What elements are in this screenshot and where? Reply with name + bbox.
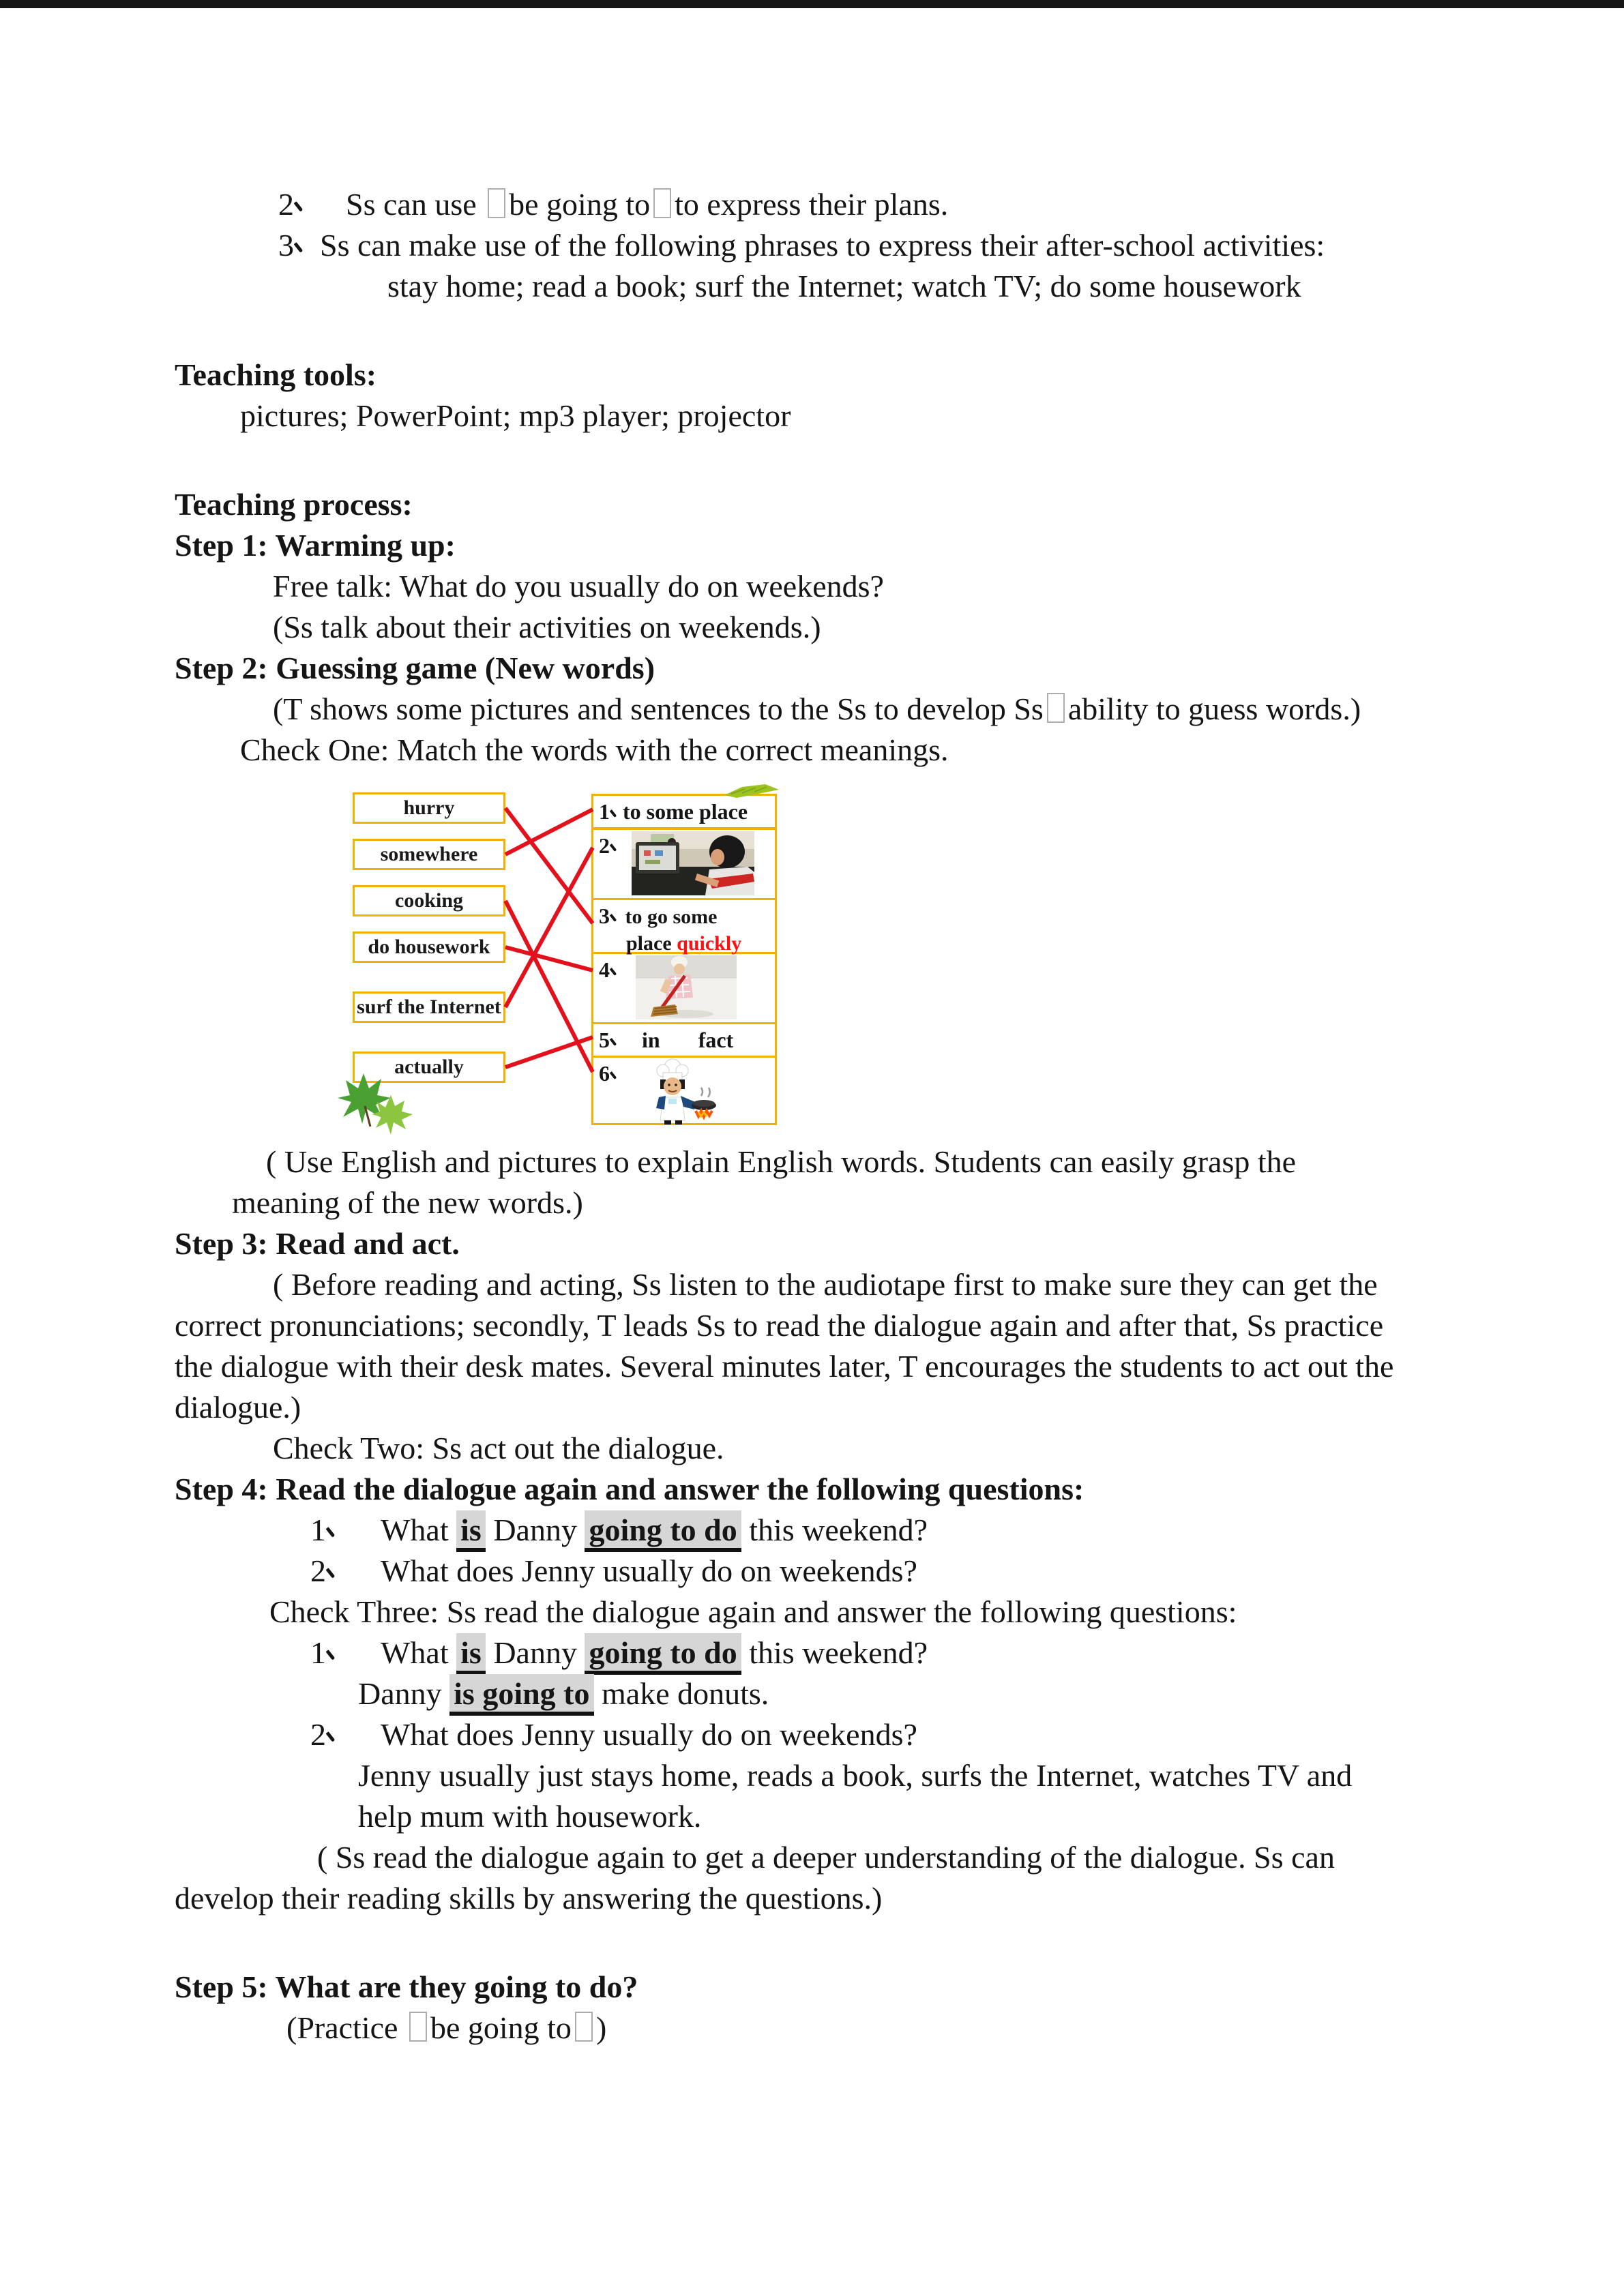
list-number: 3	[278, 228, 294, 263]
list-number: 2	[278, 187, 294, 222]
step3-para-line3: the dialogue with their desk mates. Several minutes later, T encourages the students to act out the	[175, 1349, 1394, 1384]
objective-item-3: 3 Ss can make use of the following phrases to express their after-school activities:	[278, 228, 1325, 263]
missing-glyph-box	[1047, 693, 1065, 723]
step3-para-line1: ( Before reading and acting, Ss listen to the audiotape first to make sure they can get the	[273, 1267, 1378, 1302]
meaning-row-1: 1 to some place	[593, 796, 775, 830]
maple-leaves-icon	[338, 1072, 414, 1135]
check-one-line: Check One: Match the words with the correct meanings.	[240, 732, 949, 767]
step4-note-line2: develop their reading skills by answering the questions.)	[175, 1881, 883, 1915]
step1-free-talk: Free talk: What do you usually do on weekends?	[273, 569, 884, 603]
step5-practice-line: (Practice be going to )	[286, 2010, 607, 2045]
step3-para-line2: correct pronunciations; secondly, T leads Ss to read the dialogue again and after that, Ss practice	[175, 1308, 1384, 1343]
question-2: 2 What does Jenny usually do on weekends?	[310, 1553, 917, 1588]
ideographic-comma-mark	[294, 190, 308, 218]
check-three-line: Check Three: Ss read the dialogue again and answer the following questions:	[269, 1594, 1237, 1629]
ideographic-comma-mark	[326, 1557, 340, 1584]
answer-2-line2: help mum with housework.	[358, 1799, 702, 1834]
step1-heading: Step 1: Warming up:	[175, 528, 456, 563]
ideographic-comma-mark	[610, 959, 620, 979]
word-box-cooking: cooking	[353, 885, 505, 916]
post-matching-note-line1: ( Use English and pictures to explain English words. Students can easily grasp the	[266, 1144, 1297, 1179]
word-box-hurry: hurry	[353, 792, 505, 824]
missing-glyph-box	[575, 2012, 593, 2042]
list-number: 2	[310, 1717, 326, 1752]
girl-using-computer-photo	[632, 831, 754, 895]
step4-heading: Step 4: Read the dialogue again and answer the following questions:	[175, 1472, 1084, 1506]
meanings-panel	[591, 794, 777, 1125]
teaching-process-heading: Teaching process:	[175, 487, 413, 522]
objective-item-2: 2 Ss can use be going to to express their plans.	[278, 187, 949, 222]
list-number: 1	[310, 1635, 326, 1670]
answer-2-line1: Jenny usually just stays home, reads a book, surfs the Internet, watches TV and	[358, 1758, 1353, 1793]
leaf-decoration-icon	[724, 784, 780, 798]
word-box-do-housework: do housework	[353, 931, 505, 963]
step3-heading: Step 3: Read and act.	[175, 1226, 460, 1261]
question-1: 1 What is Danny going to do this weekend?	[310, 1510, 1624, 1551]
step4-note-line1: ( Ss read the dialogue again to get a deeper understanding of the dialogue. Ss can	[317, 1840, 1335, 1875]
list-number: 2	[310, 1553, 326, 1588]
highlighted-going-to-do: going to do	[585, 1633, 741, 1675]
meaning-row-4: 4	[593, 954, 775, 1024]
answer-1: Danny is going to make donuts.	[358, 1673, 1624, 1714]
step1-note: (Ss talk about their activities on weekends.)	[273, 610, 821, 644]
ideographic-comma-mark	[294, 231, 308, 258]
highlighted-is: is	[456, 1633, 486, 1675]
word-box-somewhere: somewhere	[353, 839, 505, 870]
cartoon-chef-cooking	[633, 1058, 728, 1126]
ideographic-comma-mark	[326, 1516, 340, 1543]
ideographic-comma-mark	[610, 1030, 620, 1049]
quickly-red-word: quickly	[677, 932, 742, 955]
teaching-tools-heading: Teaching tools:	[175, 357, 377, 392]
highlighted-is-going-to: is going to	[449, 1674, 593, 1716]
ideographic-comma-mark	[326, 1639, 340, 1666]
word-matching-diagram	[353, 786, 777, 1133]
word-box-surf-the-internet: surf the Internet	[353, 992, 505, 1023]
scan-top-bar	[0, 0, 1624, 8]
ideographic-comma-mark	[610, 835, 620, 854]
ideographic-comma-mark	[326, 1720, 340, 1748]
check-two-line: Check Two: Ss act out the dialogue.	[273, 1431, 724, 1465]
highlighted-is: is	[456, 1510, 486, 1552]
girl-sweeping-floor-photo	[636, 955, 737, 1019]
question-2-repeat: 2 What does Jenny usually do on weekends?	[310, 1717, 917, 1752]
question-1-repeat: 1 What is Danny going to do this weekend?	[310, 1632, 1624, 1673]
ideographic-comma-mark	[610, 801, 620, 820]
ideographic-comma-mark	[610, 1063, 620, 1082]
step5-heading: Step 5: What are they going to do?	[175, 1969, 638, 2004]
meaning-row-6: 6	[593, 1058, 775, 1127]
step2-heading: Step 2: Guessing game (New words)	[175, 651, 655, 685]
step2-note: (T shows some pictures and sentences to the Ss to develop Ss ability to guess words.)	[273, 691, 1361, 726]
phrases-line: stay home; read a book; surf the Internet; watch TV; do some housework	[387, 269, 1301, 303]
meaning-row-5: 5 in fact	[593, 1024, 775, 1058]
missing-glyph-box	[409, 2012, 427, 2042]
post-matching-note-line2: meaning of the new words.)	[232, 1185, 583, 1220]
ideographic-comma-mark	[610, 906, 620, 925]
missing-glyph-box	[653, 188, 671, 218]
missing-glyph-box	[488, 188, 505, 218]
step3-para-line4: dialogue.)	[175, 1390, 301, 1425]
meaning-row-2: 2	[593, 830, 775, 900]
highlighted-going-to-do: going to do	[585, 1510, 741, 1552]
list-number: 1	[310, 1512, 326, 1547]
meaning-row-3: 3 to go some place quickly	[593, 900, 775, 954]
word-box-actually: actually	[353, 1052, 505, 1083]
lesson-plan-document	[0, 8, 1624, 2048]
teaching-tools-items: pictures; PowerPoint; mp3 player; projector	[240, 398, 791, 433]
